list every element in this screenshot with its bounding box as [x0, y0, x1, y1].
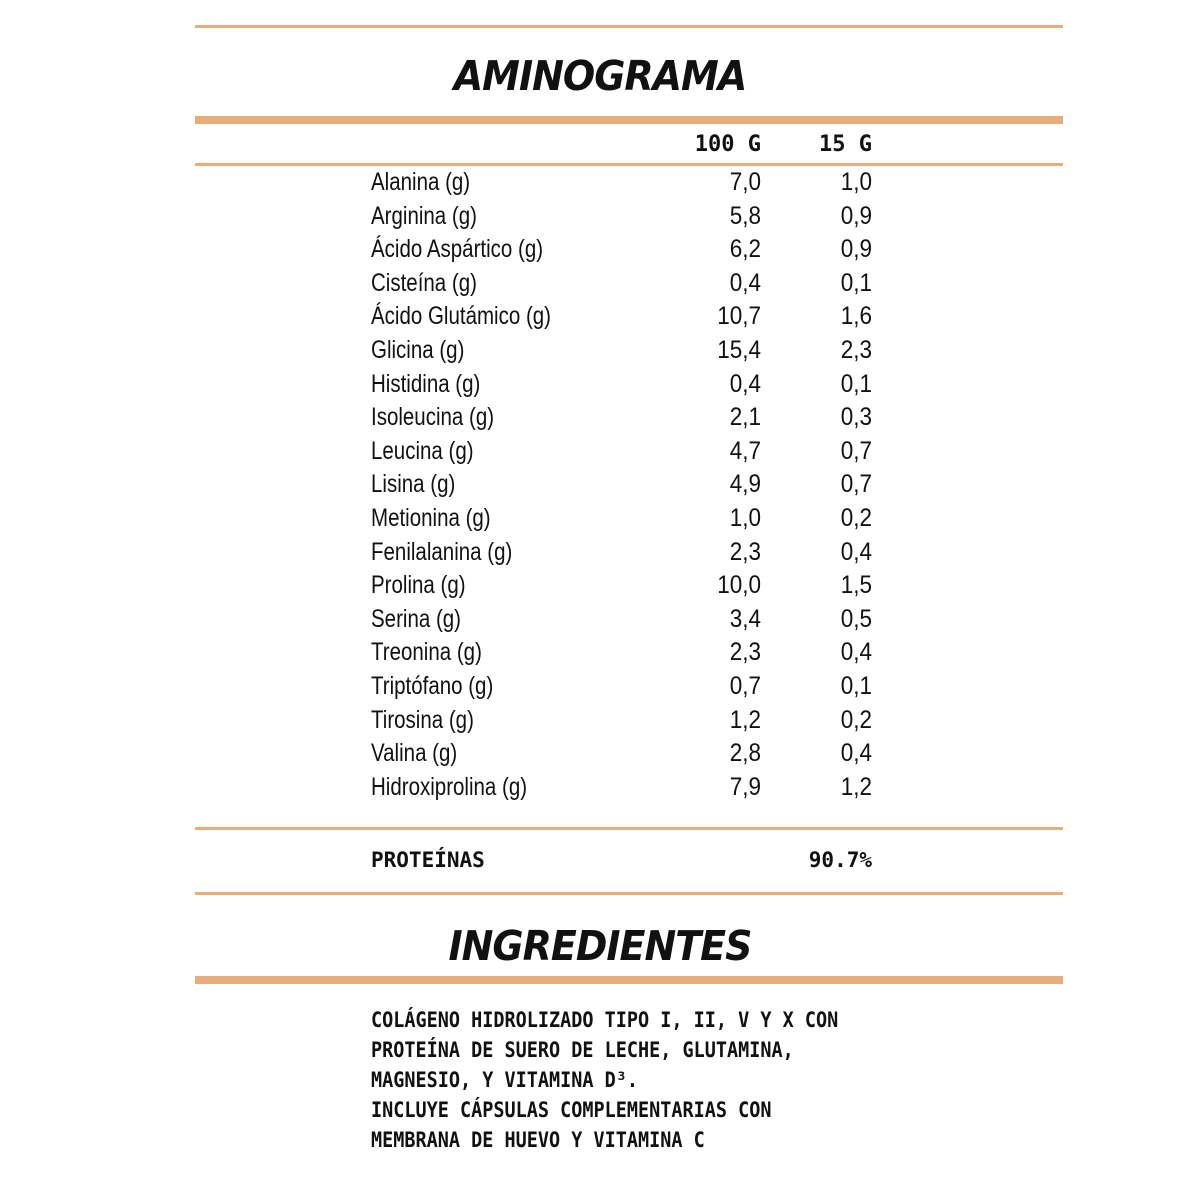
- protein-label: PROTEÍNAS: [371, 848, 485, 872]
- table-row: [0, 567, 1200, 601]
- amino-name: Triptófano (g): [371, 671, 494, 700]
- table-row: [0, 231, 1200, 265]
- amino-value-100g: 1,0: [729, 503, 761, 532]
- table-row: [0, 500, 1200, 534]
- amino-value-100g: 4,7: [729, 436, 761, 465]
- amino-name: Fenilalanina (g): [371, 537, 513, 566]
- ingredientes-title: INGREDIENTES: [448, 922, 752, 970]
- amino-value-15g: 0,1: [840, 671, 872, 700]
- table-row: [0, 332, 1200, 366]
- ingredient-line: COLÁGENO HIDROLIZADO TIPO I, II, V Y X CON: [371, 1008, 839, 1032]
- amino-value-100g: 10,7: [717, 302, 761, 331]
- amino-value-15g: 2,3: [840, 335, 872, 364]
- amino-value-15g: 0,4: [840, 537, 872, 566]
- top-divider: [195, 25, 1063, 28]
- amino-value-15g: 1,0: [840, 168, 872, 196]
- amino-value-100g: 4,9: [729, 470, 761, 499]
- table-bottom-divider: [195, 827, 1063, 830]
- amino-value-100g: 2,3: [729, 537, 761, 566]
- amino-name: Alanina (g): [371, 168, 471, 196]
- table-row: [0, 534, 1200, 568]
- amino-name: Prolina (g): [371, 571, 466, 600]
- amino-value-100g: 7,9: [729, 772, 761, 801]
- amino-value-15g: 0,2: [840, 705, 872, 734]
- ingredients-text: [371, 1005, 891, 1155]
- amino-value-100g: 10,0: [717, 571, 761, 600]
- amino-value-100g: 2,8: [729, 739, 761, 768]
- amino-name: Hidroxiprolina (g): [371, 772, 528, 801]
- amino-value-100g: 0,4: [729, 268, 761, 297]
- amino-value-15g: 0,9: [840, 201, 872, 230]
- amino-value-15g: 0,9: [840, 235, 872, 264]
- amino-name: Serina (g): [371, 604, 462, 633]
- ingredient-line: MEMBRANA DE HUEVO Y VITAMINA C: [371, 1128, 705, 1152]
- table-row: [0, 735, 1200, 769]
- amino-value-15g: 0,1: [840, 268, 872, 297]
- amino-value-100g: 0,7: [729, 671, 761, 700]
- amino-value-100g: 0,4: [729, 369, 761, 398]
- table-row: [0, 634, 1200, 668]
- column-header-15g: 15 G: [819, 132, 872, 157]
- amino-value-100g: 3,4: [729, 604, 761, 633]
- amino-name: Ácido Glutámico (g): [371, 302, 552, 331]
- amino-name: Leucina (g): [371, 436, 474, 465]
- amino-value-15g: 1,5: [840, 571, 872, 600]
- ingredient-line: INCLUYE CÁPSULAS COMPLEMENTARIAS CON: [371, 1098, 772, 1122]
- amino-value-15g: 0,3: [840, 403, 872, 432]
- table-row: [0, 164, 1200, 198]
- column-header-100g: 100 G: [694, 132, 761, 157]
- amino-value-100g: 1,2: [729, 705, 761, 734]
- amino-name: Arginina (g): [371, 201, 477, 230]
- table-row: [0, 298, 1200, 332]
- table-row: [0, 769, 1200, 803]
- table-row: [0, 702, 1200, 736]
- amino-value-15g: 0,4: [840, 739, 872, 768]
- amino-value-100g: 2,3: [729, 638, 761, 667]
- protein-divider: [195, 892, 1063, 895]
- amino-name: Metionina (g): [371, 503, 491, 532]
- protein-value: 90.7%: [808, 848, 872, 872]
- amino-value-100g: 7,0: [729, 168, 761, 196]
- table-row: [0, 668, 1200, 702]
- table-row: [0, 433, 1200, 467]
- aminograma-title-divider: [195, 116, 1063, 124]
- amino-value-100g: 2,1: [729, 403, 761, 432]
- amino-value-100g: 6,2: [729, 235, 761, 264]
- amino-value-15g: 0,1: [840, 369, 872, 398]
- amino-value-15g: 0,7: [840, 470, 872, 499]
- table-row: [0, 601, 1200, 635]
- amino-name: Glicina (g): [371, 335, 465, 364]
- table-row: [0, 399, 1200, 433]
- ingredient-line: PROTEÍNA DE SUERO DE LECHE, GLUTAMINA,: [371, 1038, 794, 1062]
- amino-name: Ácido Aspártico (g): [371, 235, 544, 264]
- amino-name: Histidina (g): [371, 369, 481, 398]
- amino-name: Cisteína (g): [371, 268, 477, 297]
- amino-table: [0, 164, 1200, 802]
- amino-value-15g: 0,2: [840, 503, 872, 532]
- amino-value-100g: 5,8: [729, 201, 761, 230]
- amino-value-15g: 1,6: [840, 302, 872, 331]
- amino-value-100g: 15,4: [717, 335, 761, 364]
- table-row: [0, 265, 1200, 299]
- amino-name: Isoleucina (g): [371, 403, 495, 432]
- amino-name: Valina (g): [371, 739, 458, 768]
- table-row: [0, 366, 1200, 400]
- amino-name: Lisina (g): [371, 470, 456, 499]
- amino-name: Treonina (g): [371, 638, 482, 667]
- table-row: [0, 466, 1200, 500]
- ingredient-line: MAGNESIO, Y VITAMINA D³.: [371, 1068, 639, 1092]
- table-row: [0, 198, 1200, 232]
- ingredientes-title-divider: [195, 976, 1063, 984]
- amino-value-15g: 0,4: [840, 638, 872, 667]
- amino-value-15g: 1,2: [840, 772, 872, 801]
- aminograma-title: AMINOGRAMA: [453, 52, 747, 100]
- amino-value-15g: 0,5: [840, 604, 872, 633]
- amino-name: Tirosina (g): [371, 705, 474, 734]
- amino-value-15g: 0,7: [840, 436, 872, 465]
